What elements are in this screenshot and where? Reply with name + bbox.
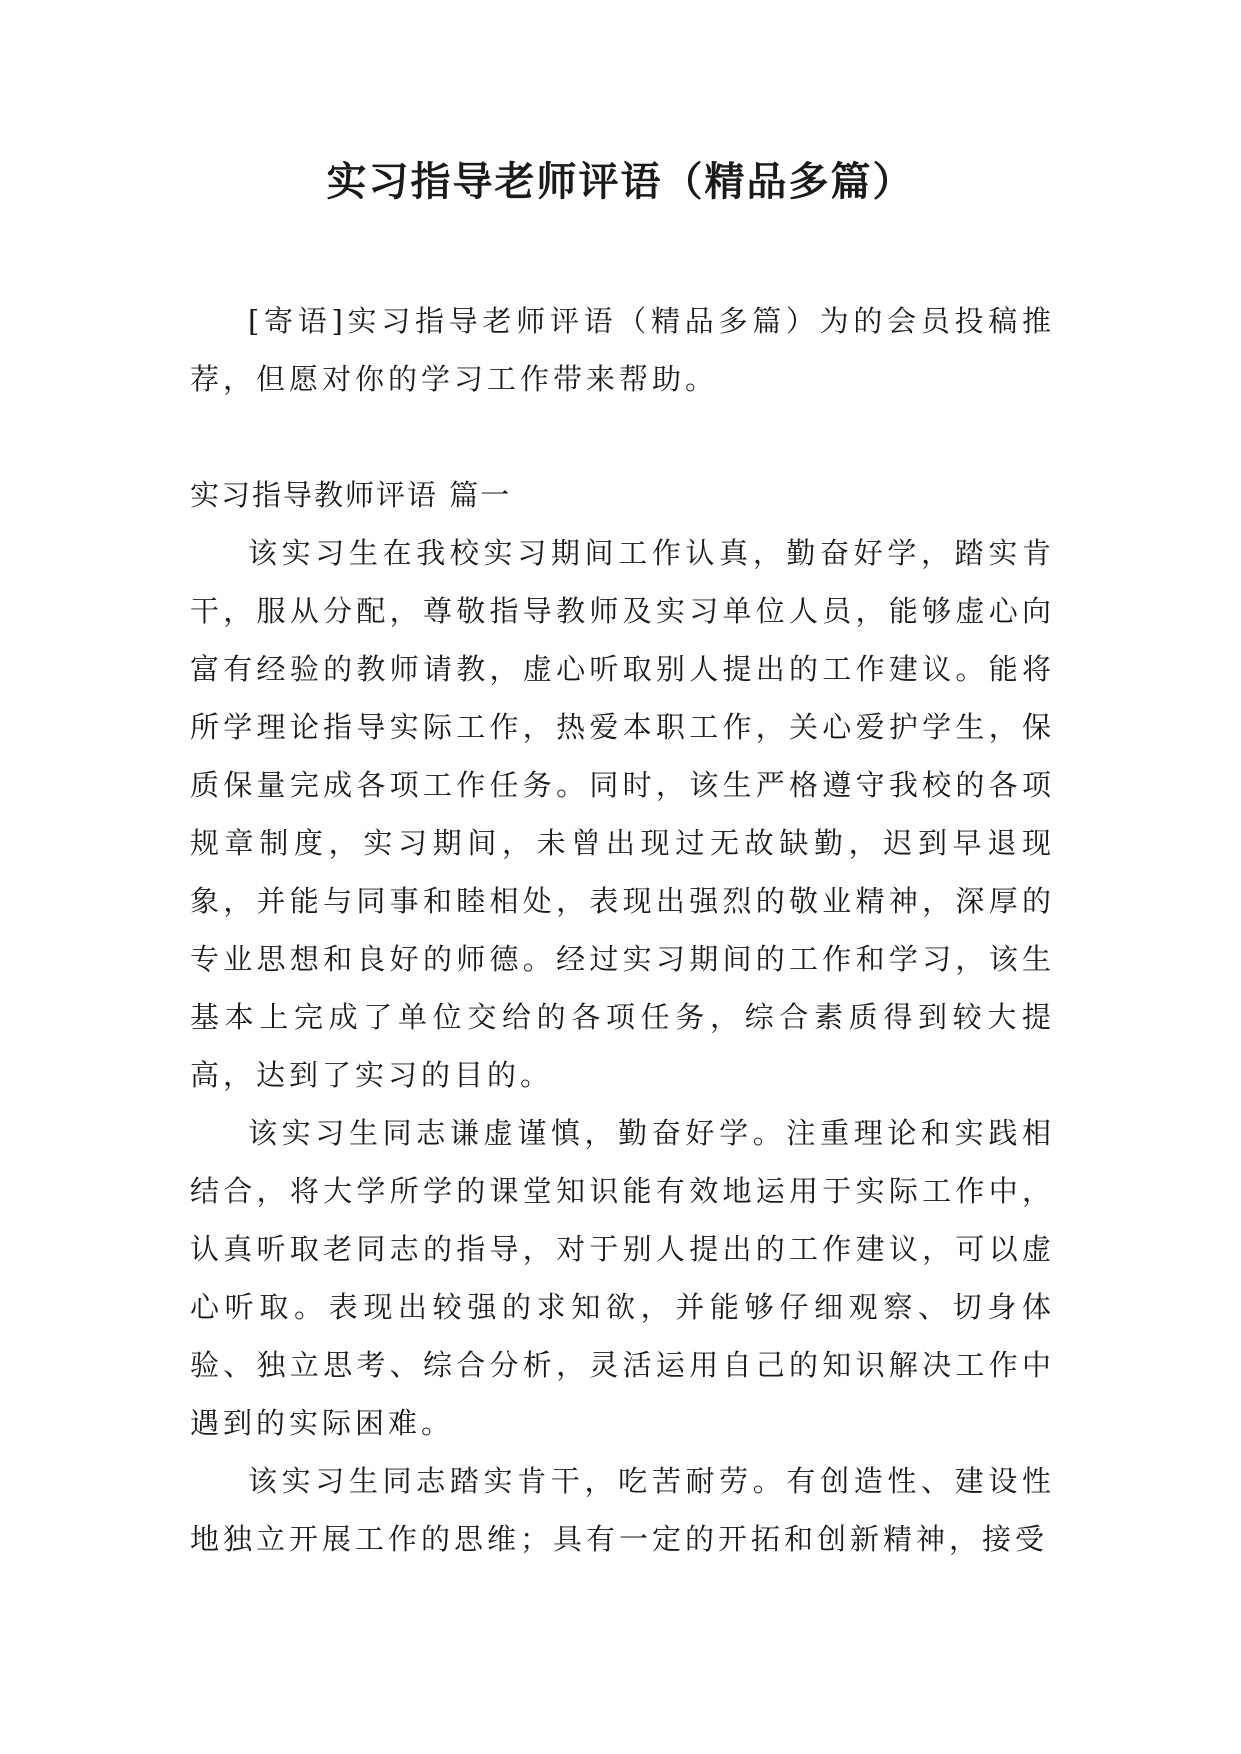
body-paragraph-2: 该实习生同志谦虚谨慎，勤奋好学。注重理论和实践相结合，将大学所学的课堂知识能有效地运用于实际工作中，认真听取老同志的指导，对于别人提出的工作建议，可以虚心听取。表现出较强的求知欲，并能够仔细观察、切身体验、独立思考、综合分析，灵活运用自己的知识解决工作中遇到的实际困难。 bbox=[190, 1116, 1055, 1440]
intro-paragraph: [寄语]实习指导老师评语（精品多篇）为的会员投稿推荐，但愿对你的学习工作带来帮助。 bbox=[190, 304, 1055, 396]
section-heading: 实习指导教师评语 篇一 bbox=[190, 478, 512, 512]
body-paragraph-1: 该实习生在我校实习期间工作认真，勤奋好学，踏实肯干，服从分配，尊敬指导教师及实习单位人员，能够虚心向富有经验的教师请教，虚心听取别人提出的工作建议。能将所学理论指导实际工作，热爱本职工作，关心爱护学生，保质保量完成各项工作任务。同时，该生严格遵守我校的各项规章制度，实习期间，未曾出现过无故缺勤，迟到早退现象，并能与同事和睦相处，表现出强烈的敬业精神，深厚的专业思想和良好的师德。经过实习期间的工作和学习，该生基本上完成了单位交给的各项任务，综合素质得到较大提高，达到了实习的目的。 bbox=[190, 536, 1055, 1092]
document-body bbox=[190, 292, 1055, 1568]
document-title: 实习指导老师评语（精品多篇） bbox=[326, 159, 915, 205]
body-paragraph-3: 该实习生同志踏实肯干，吃苦耐劳。有创造性、建设性地独立开展工作的思维；具有一定的开拓和创新精神，接受 bbox=[190, 1464, 1055, 1556]
